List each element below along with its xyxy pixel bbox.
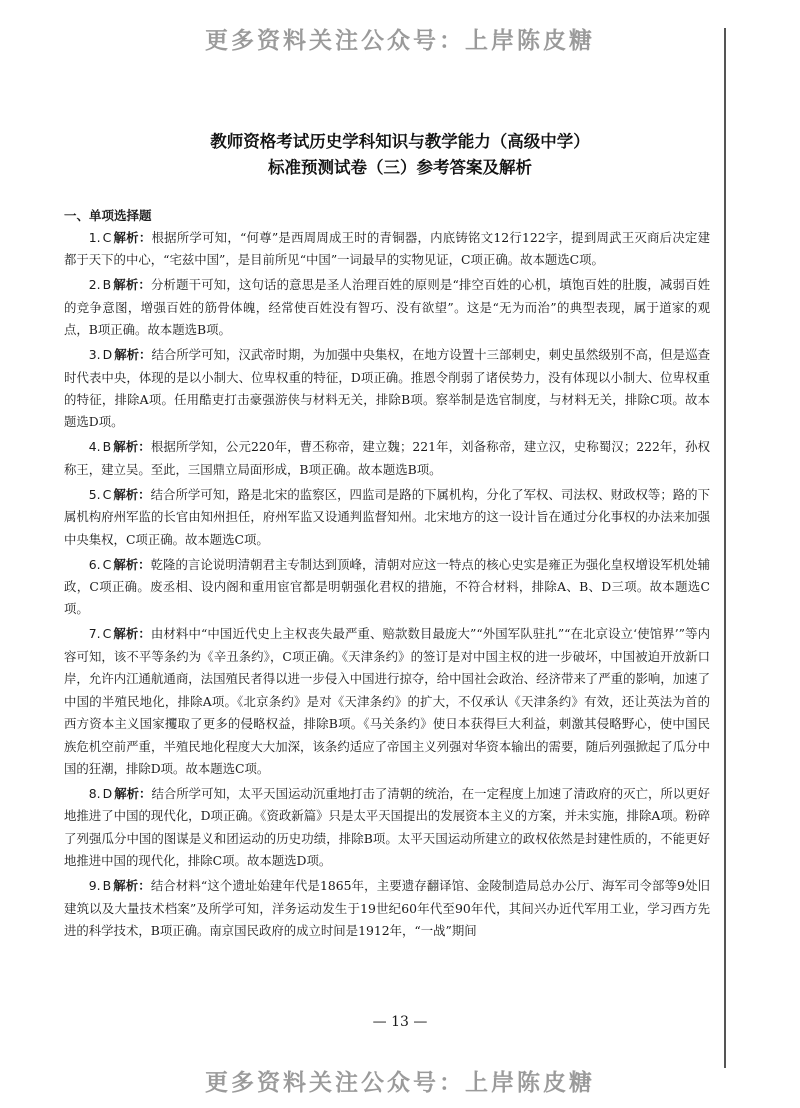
explanation-text: 根据所学知，公元220年，曹丕称帝，建立魏；221年，刘备称帝，建立汉，史称蜀汉；222年，孙权称王，建立吴。至此，三国鼎立局面形成，B项正确。故本题选B项。 xyxy=(64,439,710,477)
answer-letter: C xyxy=(102,486,112,502)
explanation-label: 解析： xyxy=(113,626,151,642)
explanation-text: 分析题干可知，这句话的意思是圣人治理百姓的原则是“排空百姓的心机，填饱百姓的肚腹，减弱百姓的竞争意图，增强百姓的筋骨体魄，经常使百姓没有智巧、没有欲望”。这是“无为而治”的典型表现，属于道家的观点，B项正确。故本题选B项。 xyxy=(64,277,710,338)
explanation-text: 结合所学可知，路是北宋的监察区，四监司是路的下属机构，分化了军权、司法权、财政权等；路的下属机构府州军监的长官由知州担任，府州军监又设通判监督知州。北宋地方的这一设计旨在通过分化事权的办法来加强中央集权，C项正确。故本题选C项。 xyxy=(64,486,711,547)
explanation-label: 解析： xyxy=(113,556,151,572)
question-item xyxy=(64,484,710,551)
document-title: 教师资格考试历史学科知识与教学能力（高级中学） xyxy=(210,132,590,151)
document-subtitle: 标准预测试卷（三）参考答案及解析 xyxy=(268,158,532,177)
question-item xyxy=(64,554,710,621)
question-number: 6. xyxy=(88,556,101,572)
answer-letter: B xyxy=(102,277,112,293)
question-item xyxy=(64,274,710,341)
question-item xyxy=(64,436,710,481)
explanation-text: 由材料中“中国近代史上主权丧失最严重、赔款数目最庞大”“外国军队驻扎”“在北京设立‘使馆界’”等内容可知，该不平等条约为《辛丑条约》，C项正确。《天津条约》的签订是对中国主权的进一步破坏，中国被迫开放新口岸，允许内江通航通商，法国殖民者得以进一步侵入中国进行掠夺，给中国社会政治、经济带来了严重的影响，加速了中国的半殖民地化，排除A项。《北京条约》是对《天津条约》的扩大，不仅承认《天津条约》有效，还让英法为首的西方资本主义国家攫取了更多的侵略权益，排除B项。《马关条约》使日本获得巨大利益，刺激其侵略野心，使中国民族危机空前严重，半殖民地化程度大大加深，该条约适应了帝国主义列强对华资本输出的需要，随后列强掀起了瓜分中国的狂潮，排除D项。故本题选C项。 xyxy=(64,626,711,776)
explanation-text: 结合所学可知，太平天国运动沉重地打击了清朝的统治，在一定程度上加速了清政府的灭亡，所以更好地推进了中国的现代化，D项正确。《资政新篇》只是太平天国提出的发展资本主义的方案，并未实施，排除A项。粉碎了列强瓜分中国的图谋是义和团运动的历史功绩，排除B项。太平天国运动所建立的政权依然是封建性质的，不能更好地推进中国的现代化，排除C项。故本题选D项。 xyxy=(64,785,711,869)
answer-letter: C xyxy=(102,556,112,572)
answer-list xyxy=(64,227,710,945)
explanation-label: 解析： xyxy=(113,486,151,502)
question-number: 9. xyxy=(88,878,101,894)
question-number: 4. xyxy=(88,439,101,455)
question-item xyxy=(64,783,710,873)
question-number: 5. xyxy=(88,486,101,502)
question-number: 2. xyxy=(88,277,101,293)
explanation-label: 解析： xyxy=(114,785,152,801)
page-edge-rule xyxy=(724,28,726,1068)
explanation-text: 根据所学可知，“何尊”是西周周成王时的青铜器，内底铸铭文12行122字，提到周武王灭商后决定建都于天下的中心，“宅兹中国”，是目前所见“中国”一词最早的实物见证，C项正确。故本题选C项。 xyxy=(64,230,711,268)
answer-letter: D xyxy=(102,785,113,801)
answer-letter: B xyxy=(102,878,112,894)
answer-letter: C xyxy=(102,230,112,245)
page-number: — 13 — xyxy=(372,1014,428,1030)
watermark-bottom: 更多资料关注公众号：上岸陈皮糖 xyxy=(205,1070,595,1096)
explanation-text: 乾隆的言论说明清朝君主专制达到顶峰，清朝对应这一特点的核心史实是雍正为强化皇权增设军机处辅政，C项正确。废丞相、设内阁和重用宦官都是明朝强化君权的措施，不符合材料，排除A、B、D三项。故本题选C项。 xyxy=(64,556,711,617)
question-number: 8. xyxy=(88,785,101,801)
explanation-label: 解析： xyxy=(113,439,151,455)
explanation-label: 解析： xyxy=(113,277,151,293)
answer-letter: C xyxy=(102,626,112,642)
answer-letter: D xyxy=(102,347,113,363)
question-number: 7. xyxy=(88,626,101,642)
question-number: 1. xyxy=(88,230,101,245)
answer-letter: B xyxy=(102,439,112,455)
question-item xyxy=(64,623,710,780)
question-item xyxy=(64,344,710,434)
question-item xyxy=(64,227,710,272)
question-number: 3. xyxy=(88,347,101,363)
section-heading: 一、单项选择题 xyxy=(64,208,152,223)
watermark-top: 更多资料关注公众号：上岸陈皮糖 xyxy=(205,28,595,54)
explanation-label: 解析： xyxy=(113,230,152,245)
explanation-label: 解析： xyxy=(113,878,151,894)
explanation-text: 结合材料“这个遗址始建年代是1865年，主要遗存翻译馆、金陵制造局总办公厅、海军司令部等9处旧建筑以及大量技术档案”及所学可知，洋务运动发生于19世纪60年代至90年代，其间兴办近代军用工业，学习西方先进的科学技术，B项正确。南京国民政府的成立时间是1912年，“一战”期间 xyxy=(64,878,710,938)
explanation-text: 结合所学可知，汉武帝时期，为加强中央集权，在地方设置十三部刺史，刺史虽然级别不高，但是巡查时代表中央，体现的是以小制大、位卑权重的特征，D项正确。推恩令削弱了诸侯势力，没有体现以小制大、位卑权重的特征，排除A项。任用酷吏打击豪强游侠与材料无关，排除B项。察举制是选官制度，与材料无关，排除C项。故本题选D项。 xyxy=(64,347,711,430)
question-item xyxy=(64,875,710,942)
explanation-label: 解析： xyxy=(114,347,152,363)
